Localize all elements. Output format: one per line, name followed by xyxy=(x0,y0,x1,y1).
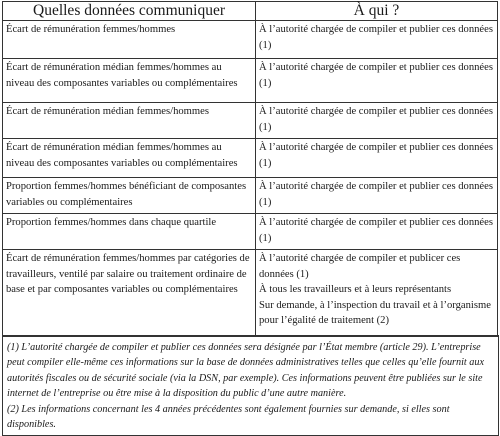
table-row xyxy=(3,21,498,59)
column-header-whom: À qui ? xyxy=(256,2,498,21)
table-row xyxy=(3,214,498,250)
table-row xyxy=(3,178,498,214)
footnotes-box xyxy=(2,335,499,436)
table-row xyxy=(3,250,498,337)
recipient-line: À l’autorité chargée de compiler et publicer ces données (1) xyxy=(259,253,461,280)
table-row xyxy=(3,103,498,139)
data-item-cell: Proportion femmes/hommes dans chaque quartile xyxy=(3,214,256,250)
data-item-cell: Écart de rémunération médian femmes/hommes au niveau des composantes variables ou complémentaires xyxy=(3,139,256,178)
recipient-line: À tous les travailleurs et à leurs représentants xyxy=(259,284,452,295)
data-item-cell: Écart de rémunération médian femmes/hommes xyxy=(3,103,256,139)
recipient-cell: À l’autorité chargée de compiler et publier ces données (1) xyxy=(256,214,498,250)
recipient-cell xyxy=(256,250,498,337)
data-item-cell: Écart de rémunération femmes/hommes par catégories de travailleurs, ventilé par salaire ou traitement ordinaire de base et par composantes variables ou complémentaires xyxy=(3,250,256,337)
footnote-1: (1) L’autorité chargée de compiler et publier ces données sera désignée par l’État membre (article 29). L’entreprise peut compiler elle-même ces informations sur la base de données administratives telles que celles qu’elle fournit aux autorités fiscales ou de sécurité sociale (via la DSN, par exemple). Ces informations peuvent être publiées sur le site internet de l’entreprise ou être mise à la disposition du public d’une autre manière. xyxy=(7,342,485,400)
table-row xyxy=(3,59,498,103)
data-item-cell: Écart de rémunération médian femmes/hommes au niveau des composantes variables ou complémentaires xyxy=(3,59,256,103)
data-item-cell: Proportion femmes/hommes bénéficiant de composantes variables ou complémentaires xyxy=(3,178,256,214)
data-item-cell: Écart de rémunération femmes/hommes xyxy=(3,21,256,59)
column-header-what: Quelles données communiquer xyxy=(3,2,256,21)
recipient-cell: À l’autorité chargée de compiler et publier ces données (1) xyxy=(256,178,498,214)
table-row xyxy=(3,139,498,178)
recipient-cell: À l’autorité chargée de compiler et publier ces données (1) xyxy=(256,139,498,178)
recipient-line: Sur demande, à l’inspection du travail et à l’organisme pour l’égalité de traitement (2) xyxy=(259,299,491,326)
footnote-2: (2) Les informations concernant les 4 années précédentes sont également fournies sur demande, si elles sont disponibles. xyxy=(7,403,450,431)
recipient-cell: À l’autorité chargée de compiler et publier ces données (1) xyxy=(256,103,498,139)
table-header-row xyxy=(3,2,498,21)
recipient-cell: À l’autorité chargée de compiler et publier ces données (1) xyxy=(256,59,498,103)
data-communication-table xyxy=(2,1,498,337)
recipient-cell: À l’autorité chargée de compiler et publier ces données (1) xyxy=(256,21,498,59)
